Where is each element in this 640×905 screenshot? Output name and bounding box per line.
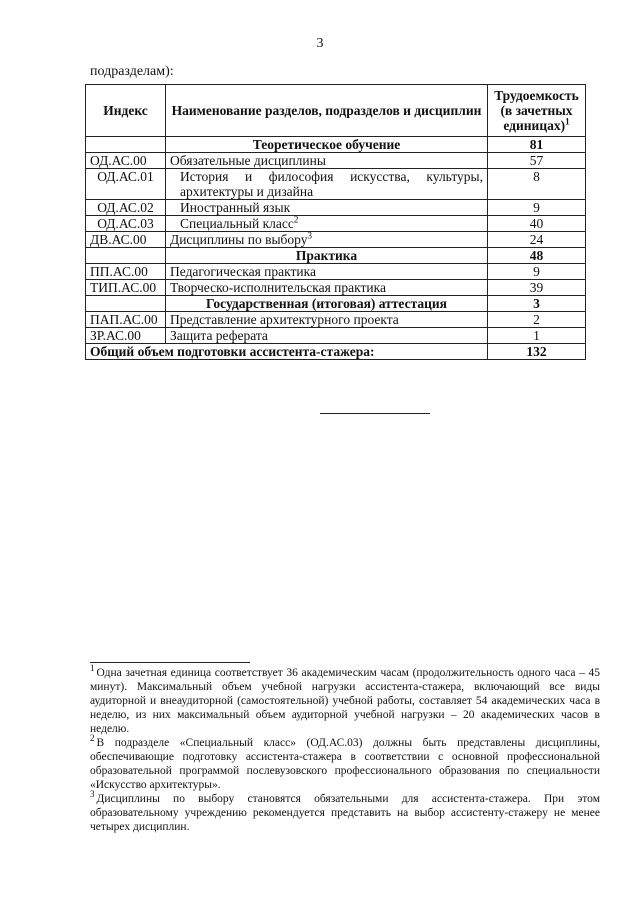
row-name-text: Государственная (итоговая) аттестация bbox=[206, 296, 447, 311]
footnote-1 bbox=[90, 663, 600, 736]
header-name: Наименование разделов, подразделов и дисциплин bbox=[166, 85, 488, 137]
row-name bbox=[166, 248, 488, 264]
table-row bbox=[86, 216, 586, 232]
row-index: ЗР.АС.00 bbox=[86, 328, 166, 344]
row-name-text: Представление архитектурного проекта bbox=[170, 312, 399, 327]
row-name bbox=[166, 280, 488, 296]
row-name bbox=[166, 169, 488, 200]
table-section-row bbox=[86, 137, 586, 153]
header-index: Индекс bbox=[86, 85, 166, 137]
row-name bbox=[166, 328, 488, 344]
row-name-text: Творческо-исполнительская практика bbox=[170, 280, 386, 295]
curriculum-table bbox=[85, 84, 586, 360]
intro-text: подразделам): bbox=[90, 64, 174, 79]
row-index: ОД.АС.00 bbox=[86, 153, 166, 169]
row-name-text: Специальный класс bbox=[180, 216, 294, 231]
row-name bbox=[166, 137, 488, 153]
row-credits: 2 bbox=[488, 312, 586, 328]
footnote-mark: 2 bbox=[90, 733, 95, 744]
row-index bbox=[86, 137, 166, 153]
table-section-row bbox=[86, 248, 586, 264]
footnote-text: Одна зачетная единица соответствует 36 академическим часам (продолжительность одного часа – 45 минут). Максимальный объем учебной нагрузки ассистента-стажера, включающий все виды аудиторной и внеаудиторной (самостоятельной) учебной работы, составляет 54 академических часа в неделю, из них максимальный объем аудиторной учебной нагрузки – 20 академических часов в неделю. bbox=[90, 667, 600, 735]
row-name bbox=[166, 264, 488, 280]
table-row bbox=[86, 232, 586, 248]
row-credits: 24 bbox=[488, 232, 586, 248]
row-name bbox=[166, 200, 488, 216]
table-total-row bbox=[86, 344, 586, 360]
table-row bbox=[86, 328, 586, 344]
table-section-row bbox=[86, 296, 586, 312]
row-credits: 3 bbox=[488, 296, 586, 312]
total-label: Общий объем подготовки ассистента-стажера: bbox=[86, 344, 488, 360]
row-index: ПАП.АС.00 bbox=[86, 312, 166, 328]
table-row bbox=[86, 312, 586, 328]
footnote-mark: 3 bbox=[90, 789, 95, 800]
table-row bbox=[86, 200, 586, 216]
row-index: ОД.АС.01 bbox=[86, 169, 166, 200]
row-name bbox=[166, 216, 488, 232]
row-index: ТИП.АС.00 bbox=[86, 280, 166, 296]
table-body bbox=[86, 137, 586, 344]
row-credits: 48 bbox=[488, 248, 586, 264]
row-index bbox=[86, 248, 166, 264]
row-index: ДВ.АС.00 bbox=[86, 232, 166, 248]
row-credits: 57 bbox=[488, 153, 586, 169]
footnote-rule bbox=[90, 662, 250, 663]
row-name-text: Дисциплины по выбору bbox=[170, 232, 308, 247]
total-credits: 132 bbox=[488, 344, 586, 360]
row-name bbox=[166, 232, 488, 248]
footnote-3 bbox=[90, 789, 600, 834]
row-credits: 9 bbox=[488, 200, 586, 216]
table-row bbox=[86, 153, 586, 169]
row-credits: 1 bbox=[488, 328, 586, 344]
header-credits: Трудоемкость (в зачетных единицах)$^1$ bbox=[488, 85, 586, 137]
row-name-text: Обязательные дисциплины bbox=[170, 153, 326, 168]
row-index: ПП.АС.00 bbox=[86, 264, 166, 280]
header-credits-note: 1 bbox=[565, 116, 570, 127]
footnote-2 bbox=[90, 733, 600, 792]
row-credits: 81 bbox=[488, 137, 586, 153]
table-row bbox=[86, 264, 586, 280]
row-name-text: Теоретическое обучение bbox=[252, 137, 401, 152]
row-name-text: Иностранный язык bbox=[180, 200, 291, 215]
table-header-row bbox=[86, 85, 586, 137]
row-footnote-mark: 2 bbox=[293, 214, 299, 225]
table-row bbox=[86, 169, 586, 200]
row-credits: 9 bbox=[488, 264, 586, 280]
row-name bbox=[166, 312, 488, 328]
row-name-text: Защита реферата bbox=[170, 328, 268, 343]
row-name-text: История и философия искусства, культуры, архитектуры и дизайна bbox=[180, 169, 483, 199]
row-name bbox=[166, 296, 488, 312]
footnotes bbox=[90, 663, 600, 834]
table-row bbox=[86, 280, 586, 296]
row-name bbox=[166, 153, 488, 169]
footnote-text: Дисциплины по выбору становятся обязательными для ассистента-стажера. При этом образовательному учреждению рекомендуется представить на выбор ассистенту-стажеру не менее четырех дисциплин. bbox=[90, 793, 600, 833]
row-credits: 8 bbox=[488, 169, 586, 200]
row-index bbox=[86, 296, 166, 312]
page-number: 3 bbox=[316, 36, 324, 51]
row-credits: 40 bbox=[488, 216, 586, 232]
footnote-text: В подразделе «Специальный класс» (ОД.АС.03) должны быть представлены дисциплины, обеспечивающие подготовку ассистента-стажера в соответствии с основной профессиональной образовательной программой послевузовского профессионального образования по специальности «Искусство архитектуры». bbox=[90, 737, 600, 791]
row-index: ОД.АС.03 bbox=[86, 216, 166, 232]
footnote-mark: 1 bbox=[90, 663, 95, 674]
separator-line bbox=[320, 413, 430, 414]
row-name-text: Практика bbox=[295, 248, 358, 263]
row-footnote-mark: 3 bbox=[307, 230, 312, 241]
row-name-text: Педагогическая практика bbox=[170, 264, 316, 279]
row-credits: 39 bbox=[488, 280, 586, 296]
row-index: ОД.АС.02 bbox=[86, 200, 166, 216]
